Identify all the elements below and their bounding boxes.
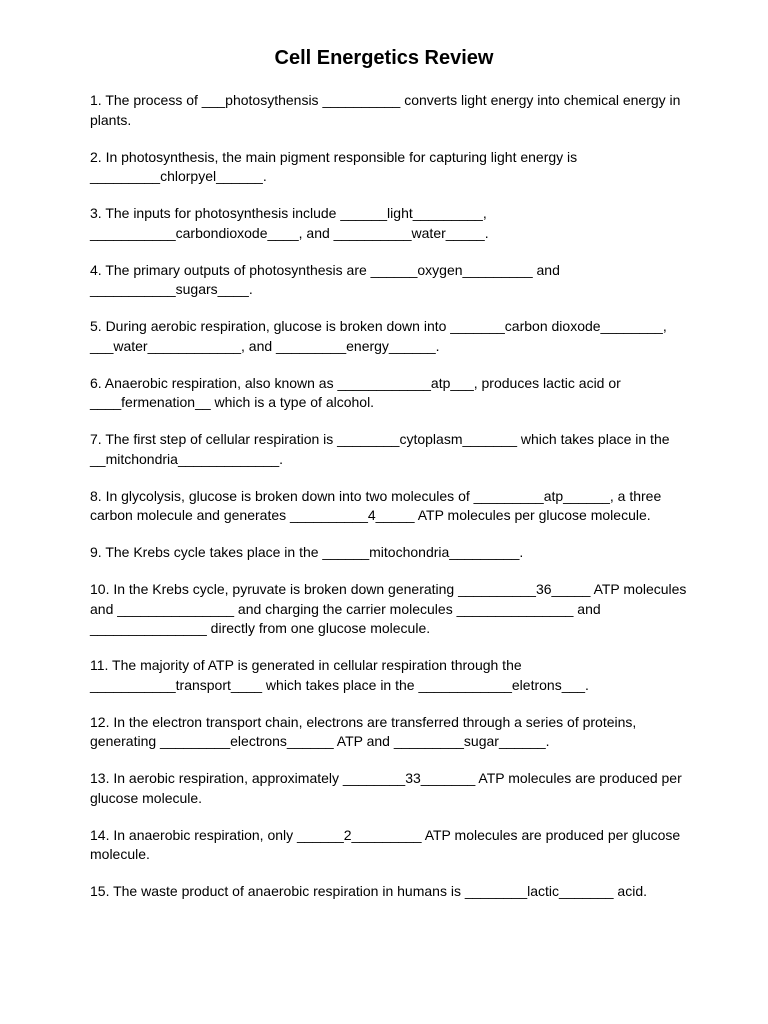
- question-12: 12. In the electron transport chain, electrons are transferred through a series of proteins, generating _________electrons______ ATP and _________sugar______.: [90, 713, 637, 749]
- question-2: 2. In photosynthesis, the main pigment responsible for capturing light energy is _________chlorpyel______.: [90, 148, 578, 184]
- question-3: 3. The inputs for photosynthesis include ______light_________, ___________carbondioxode____, and __________water_____.: [90, 205, 489, 241]
- page-title: Cell Energetics Review: [274, 47, 494, 69]
- question-7: 7. The first step of cellular respiration is ________cytoplasm_______ which takes place in the __mitchondria_____________.: [90, 431, 670, 467]
- question-10: 10. In the Krebs cycle, pyruvate is broken down generating __________36_____ ATP molecules and _______________ and charging the carrier molecules _______________ and _______________ directly from one glucose molecule.: [90, 581, 687, 636]
- question-15: 15. The waste product of anaerobic respiration in humans is ________lactic_______ acid.: [90, 883, 647, 899]
- question-6: 6. Anaerobic respiration, also known as ____________atp___, produces lactic acid or ____fermenation__ which is a type of alcohol.: [90, 374, 621, 410]
- question-1: 1. The process of ___photosythensis __________ converts light energy into chemical energy in plants.: [90, 92, 681, 128]
- question-4: 4. The primary outputs of photosynthesis are ______oxygen_________ and ___________sugars____.: [90, 261, 560, 297]
- question-11: 11. The majority of ATP is generated in cellular respiration through the ___________transport____ which takes place in the ____________eletrons___.: [90, 657, 589, 693]
- question-5: 5. During aerobic respiration, glucose is broken down into _______carbon dioxode________, ___water____________, and _________energy______.: [90, 318, 667, 354]
- question-9: 9. The Krebs cycle takes place in the ______mitochondria_________.: [90, 544, 524, 560]
- question-8: 8. In glycolysis, glucose is broken down into two molecules of _________atp______, a three carbon molecule and generates __________4_____ ATP molecules per glucose molecule.: [90, 487, 662, 523]
- question-13: 13. In aerobic respiration, approximately ________33_______ ATP molecules are produced per glucose molecule.: [90, 770, 682, 806]
- question-list: [90, 91, 690, 919]
- question-14: 14. In anaerobic respiration, only ______2_________ ATP molecules are produced per glucose molecule.: [90, 826, 681, 862]
